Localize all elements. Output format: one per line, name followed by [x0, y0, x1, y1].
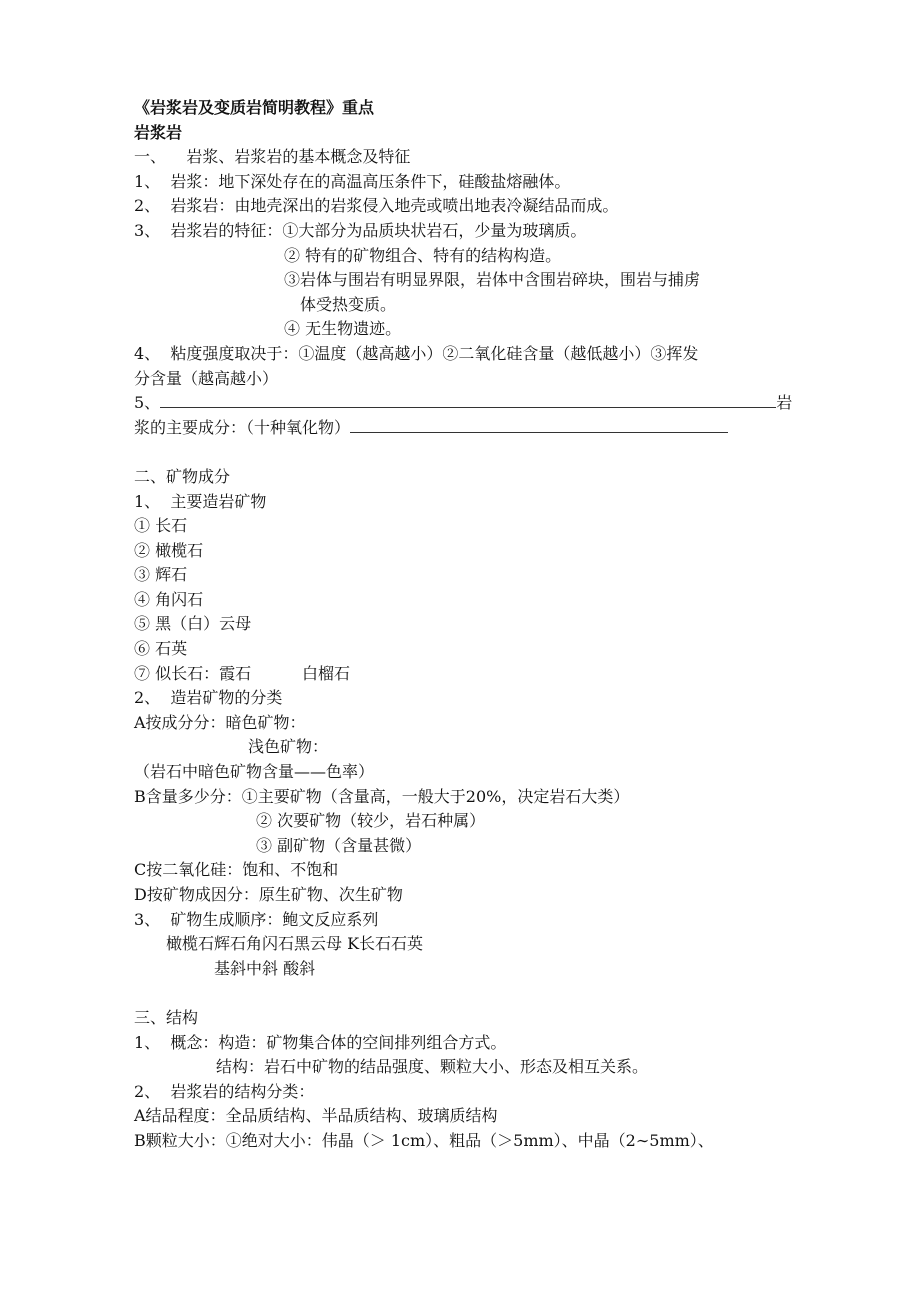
feature-item: ② 特有的矿物组合、特有的结构构造。	[284, 245, 562, 265]
chapter-heading: 岩浆岩	[134, 122, 183, 142]
list-item-continued: 结构：岩石中矿物的结品强度、颗粒大小、形态及相互关系。	[216, 1057, 649, 1077]
classification-item: D按矿物成因分：原生矿物、次生矿物	[134, 885, 403, 904]
subheading: 1、 主要造岩矿物	[134, 491, 267, 511]
item-number: 5、	[134, 393, 161, 413]
list-item: 3、 岩浆岩的特征：①大部分为品质块状岩石，少量为玻璃质。	[134, 220, 587, 240]
blank-underline	[350, 416, 728, 433]
blank-underline	[160, 391, 776, 408]
mineral-item: ⑥ 石英	[134, 639, 188, 659]
item-text: 岩	[776, 393, 793, 413]
reaction-series: 橄榄石辉石角闪石黑云母 K长石石英	[166, 934, 424, 954]
classification-item: 浅色矿物：	[248, 737, 329, 757]
subheading: 3、 矿物生成顺序：鲍文反应系列	[134, 909, 379, 929]
classification-item: B含量多少分：①主要矿物（含量高，一般大于20%，决定岩石大类）	[134, 786, 630, 806]
mineral-item: ⑤ 黑（白）云母	[134, 614, 252, 634]
classification-item: C按二氧化硅：饱和、不饱和	[134, 860, 339, 880]
mineral-item: ② 橄榄石	[134, 540, 204, 560]
fill-in-line	[134, 391, 814, 416]
feature-item: ③岩体与围岩有明显界限，岩体中含围岩碎块，围岩与捕虏	[284, 270, 701, 290]
list-item-continued: 分含量（越高越小）	[134, 368, 279, 388]
spacer	[134, 981, 814, 1006]
mineral-item: ④ 角闪石	[134, 589, 204, 609]
item-text: 浆的主要成分：（十种氧化物）	[134, 417, 351, 437]
spacer	[134, 440, 814, 465]
list-item: 1、 岩浆：地下深处存在的高温高压条件下，硅酸盐熔融体。	[134, 171, 571, 191]
subheading: 2、 造岩矿物的分类	[134, 688, 283, 708]
list-item: 1、 概念：构造：矿物集合体的空间排列组合方式。	[134, 1032, 507, 1052]
classification-item: A结品程度：全品质结构、半品质结构、玻璃质结构	[134, 1106, 498, 1126]
fill-in-line	[134, 416, 814, 441]
document-page	[134, 96, 814, 1154]
classification-item: ② 次要矿物（较少，岩石种属）	[256, 811, 486, 831]
mineral-item: ⑦ 似长石：霞石 白榴石	[134, 663, 350, 683]
section-heading: 一、 岩浆、岩浆岩的基本概念及特征	[134, 147, 411, 167]
classification-item: A按成分分：暗色矿物：	[134, 712, 306, 732]
subheading: 2、 岩浆岩的结构分类：	[134, 1081, 315, 1101]
feature-item: 体受热变质。	[300, 294, 397, 314]
mineral-item: ③ 辉石	[134, 565, 188, 585]
list-item: 2、 岩浆岩：由地壳深出的岩浆侵入地壳或喷出地表冷凝结品而成。	[134, 196, 619, 216]
section-heading: 二、矿物成分	[134, 466, 231, 486]
document-title: 《岩浆岩及变质岩简明教程》重点	[134, 98, 375, 117]
section-heading: 三、结构	[134, 1007, 199, 1027]
mineral-item: ① 长石	[134, 516, 188, 536]
feature-item: ④ 无生物遗迹。	[284, 319, 402, 339]
classification-note: （岩石中暗色矿物含量——色率）	[134, 762, 375, 782]
reaction-series-sub: 基斜中斜 酸斜	[214, 958, 316, 978]
list-item: 4、 粘度强度取决于：①温度（越高越小）②二氧化硅含量（越低越小）③挥发	[134, 343, 699, 363]
classification-item: ③ 副矿物（含量甚微）	[256, 835, 422, 855]
classification-item: B颗粒大小：①绝对大小：伟晶（＞ 1cm）、粗品（＞5mm）、中晶（2∼5mm）、	[134, 1130, 714, 1150]
